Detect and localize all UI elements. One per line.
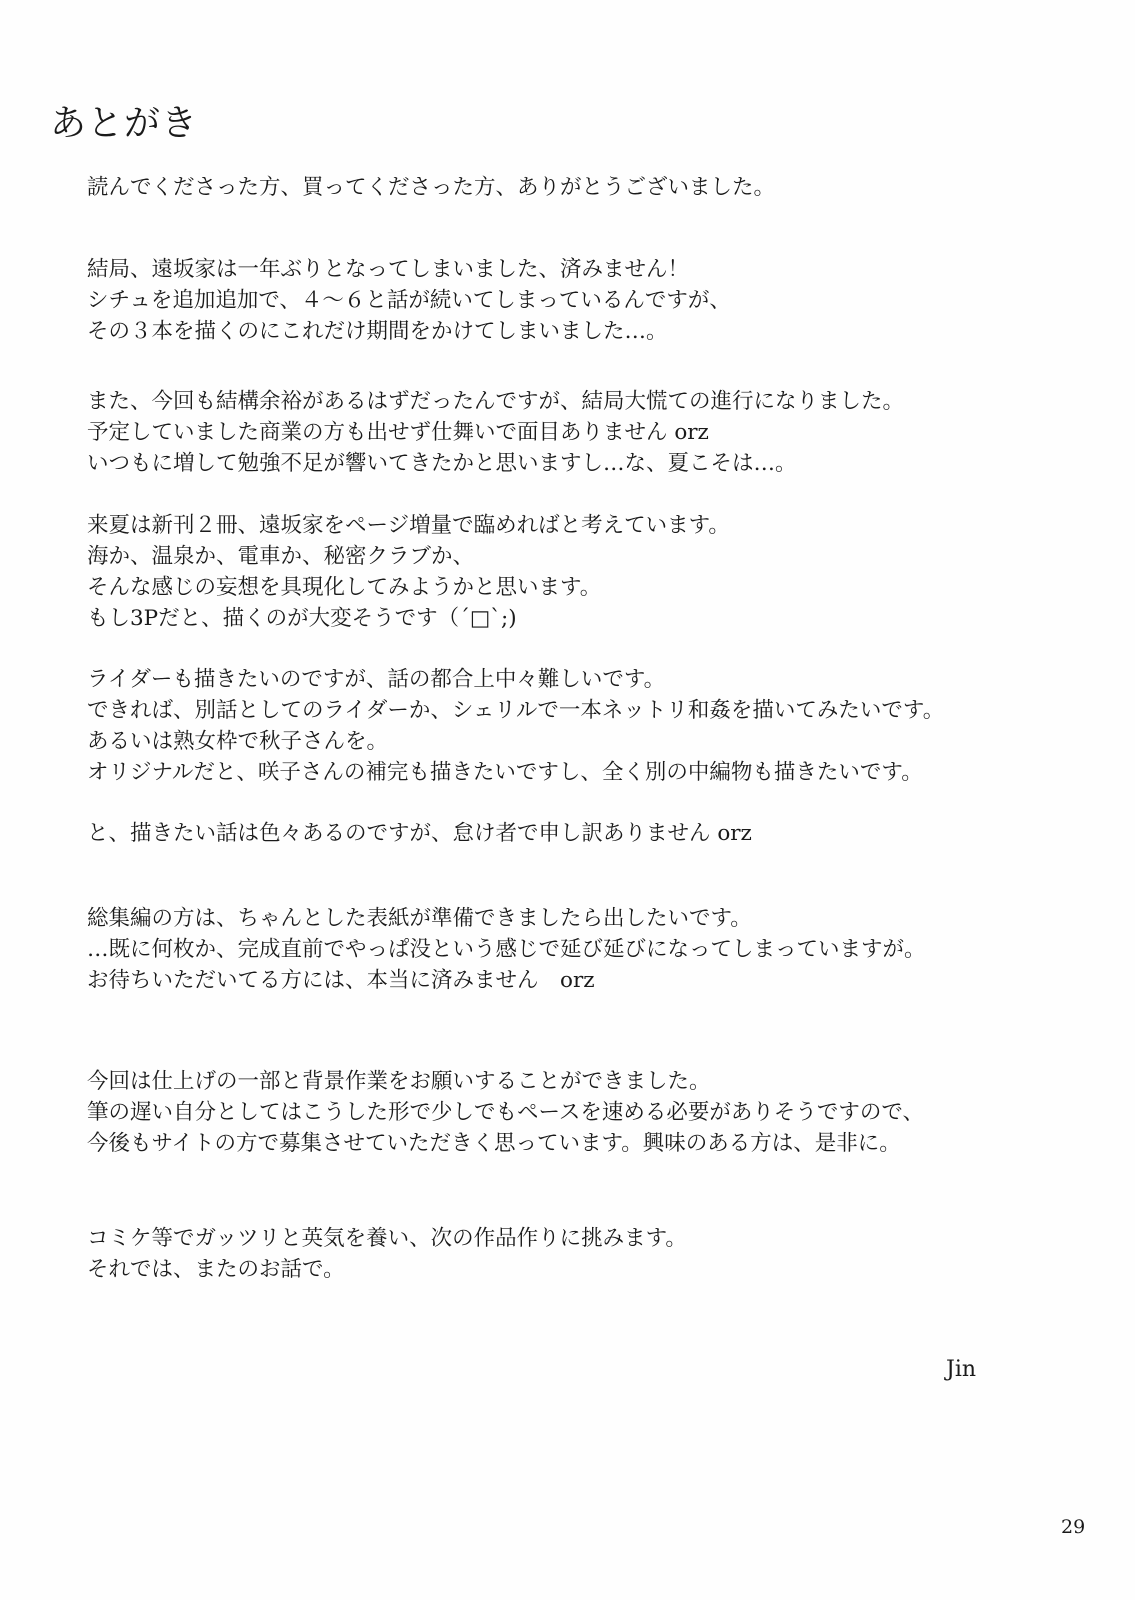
paragraph-line: 結局、遠坂家は一年ぶりとなってしまいました、済みません！ [87,257,690,282]
paragraph-line: コミケ等でガッツリと英気を養い、次の作品作りに挑みます。 [87,1226,687,1251]
paragraph-thanks [87,172,775,203]
paragraph-line: その３本を描くのにこれだけ期間をかけてしまいました…。 [87,319,668,344]
paragraph-rider [87,664,944,788]
paragraph-line: と、描きたい話は色々あるのですが、怠け者で申し訳ありません orz [87,821,752,846]
paragraph-line: 筆の遅い自分としてはこうした形で少しでもペースを速める必要がありそうですので、 [87,1100,924,1125]
paragraph-line: そんな感じの妄想を具現化してみようかと思います。 [87,575,602,600]
paragraph-line: 今後もサイトの方で募集させていただきく思っています。興味のある方は、是非に。 [87,1131,901,1156]
paragraph-tohsaka-delay [87,254,731,347]
paragraph-line: シチュを追加追加で、４～６と話が続いてしまっているんですが、 [87,288,731,313]
paragraph-line: 来夏は新刊２冊、遠坂家をページ増量で臨めればと考えています。 [87,513,730,538]
paragraph-line: ライダーも描きたいのですが、話の都合上中々難しいです。 [87,667,666,692]
paragraph-line: 総集編の方は、ちゃんとした表紙が準備できましたら出したいです。 [87,906,752,931]
paragraph-line: それでは、またのお話で。 [87,1257,345,1282]
paragraph-line: あるいは熟女枠で秋子さんを。 [87,729,389,754]
paragraph-assistance [87,1066,924,1159]
paragraph-line: …既に何枚か、完成直前でやっぱ没という感じで延び延びになってしまっていますが。 [87,937,926,962]
paragraph-apology [87,818,752,849]
paragraph-line: いつもに増して勉強不足が響いてきたかと思いますし…な、夏こそは…。 [87,451,797,476]
paragraph-line: できれば、別話としてのライダーか、シェリルで一本ネットリ和姦を描いてみたいです。 [87,698,945,723]
page-title: あとがき [50,103,199,144]
paragraph-line: また、今回も結構余裕があるはずだったんですが、結局大慌ての進行になりました。 [87,389,905,414]
paragraph-line: もし3Pだと、描くのが大変そうです（´□`;) [87,606,517,631]
paragraph-closing [87,1223,687,1285]
paragraph-line: 海か、温泉か、電車か、秘密クラブか、 [87,544,475,569]
paragraph-line: 今回は仕上げの一部と背景作業をお願いすることができました。 [87,1069,711,1094]
paragraph-line: 予定していました商業の方も出せず仕舞いで面目ありません orz [87,420,709,445]
page-number: 29 [1061,1516,1086,1538]
paragraph-next-summer [87,510,730,634]
paragraph-schedule [87,386,904,479]
paragraph-line: お待ちいただいてる方には、本当に済みません orz [87,968,595,993]
paragraph-line: 読んでくださった方、買ってくださった方、ありがとうございました。 [87,175,776,200]
author-signature: Jin [946,1357,977,1382]
paragraph-line: オリジナルだと、咲子さんの補完も描きたいですし、全く別の中編物も描きたいです。 [87,760,923,785]
paragraph-compilation [87,903,926,996]
